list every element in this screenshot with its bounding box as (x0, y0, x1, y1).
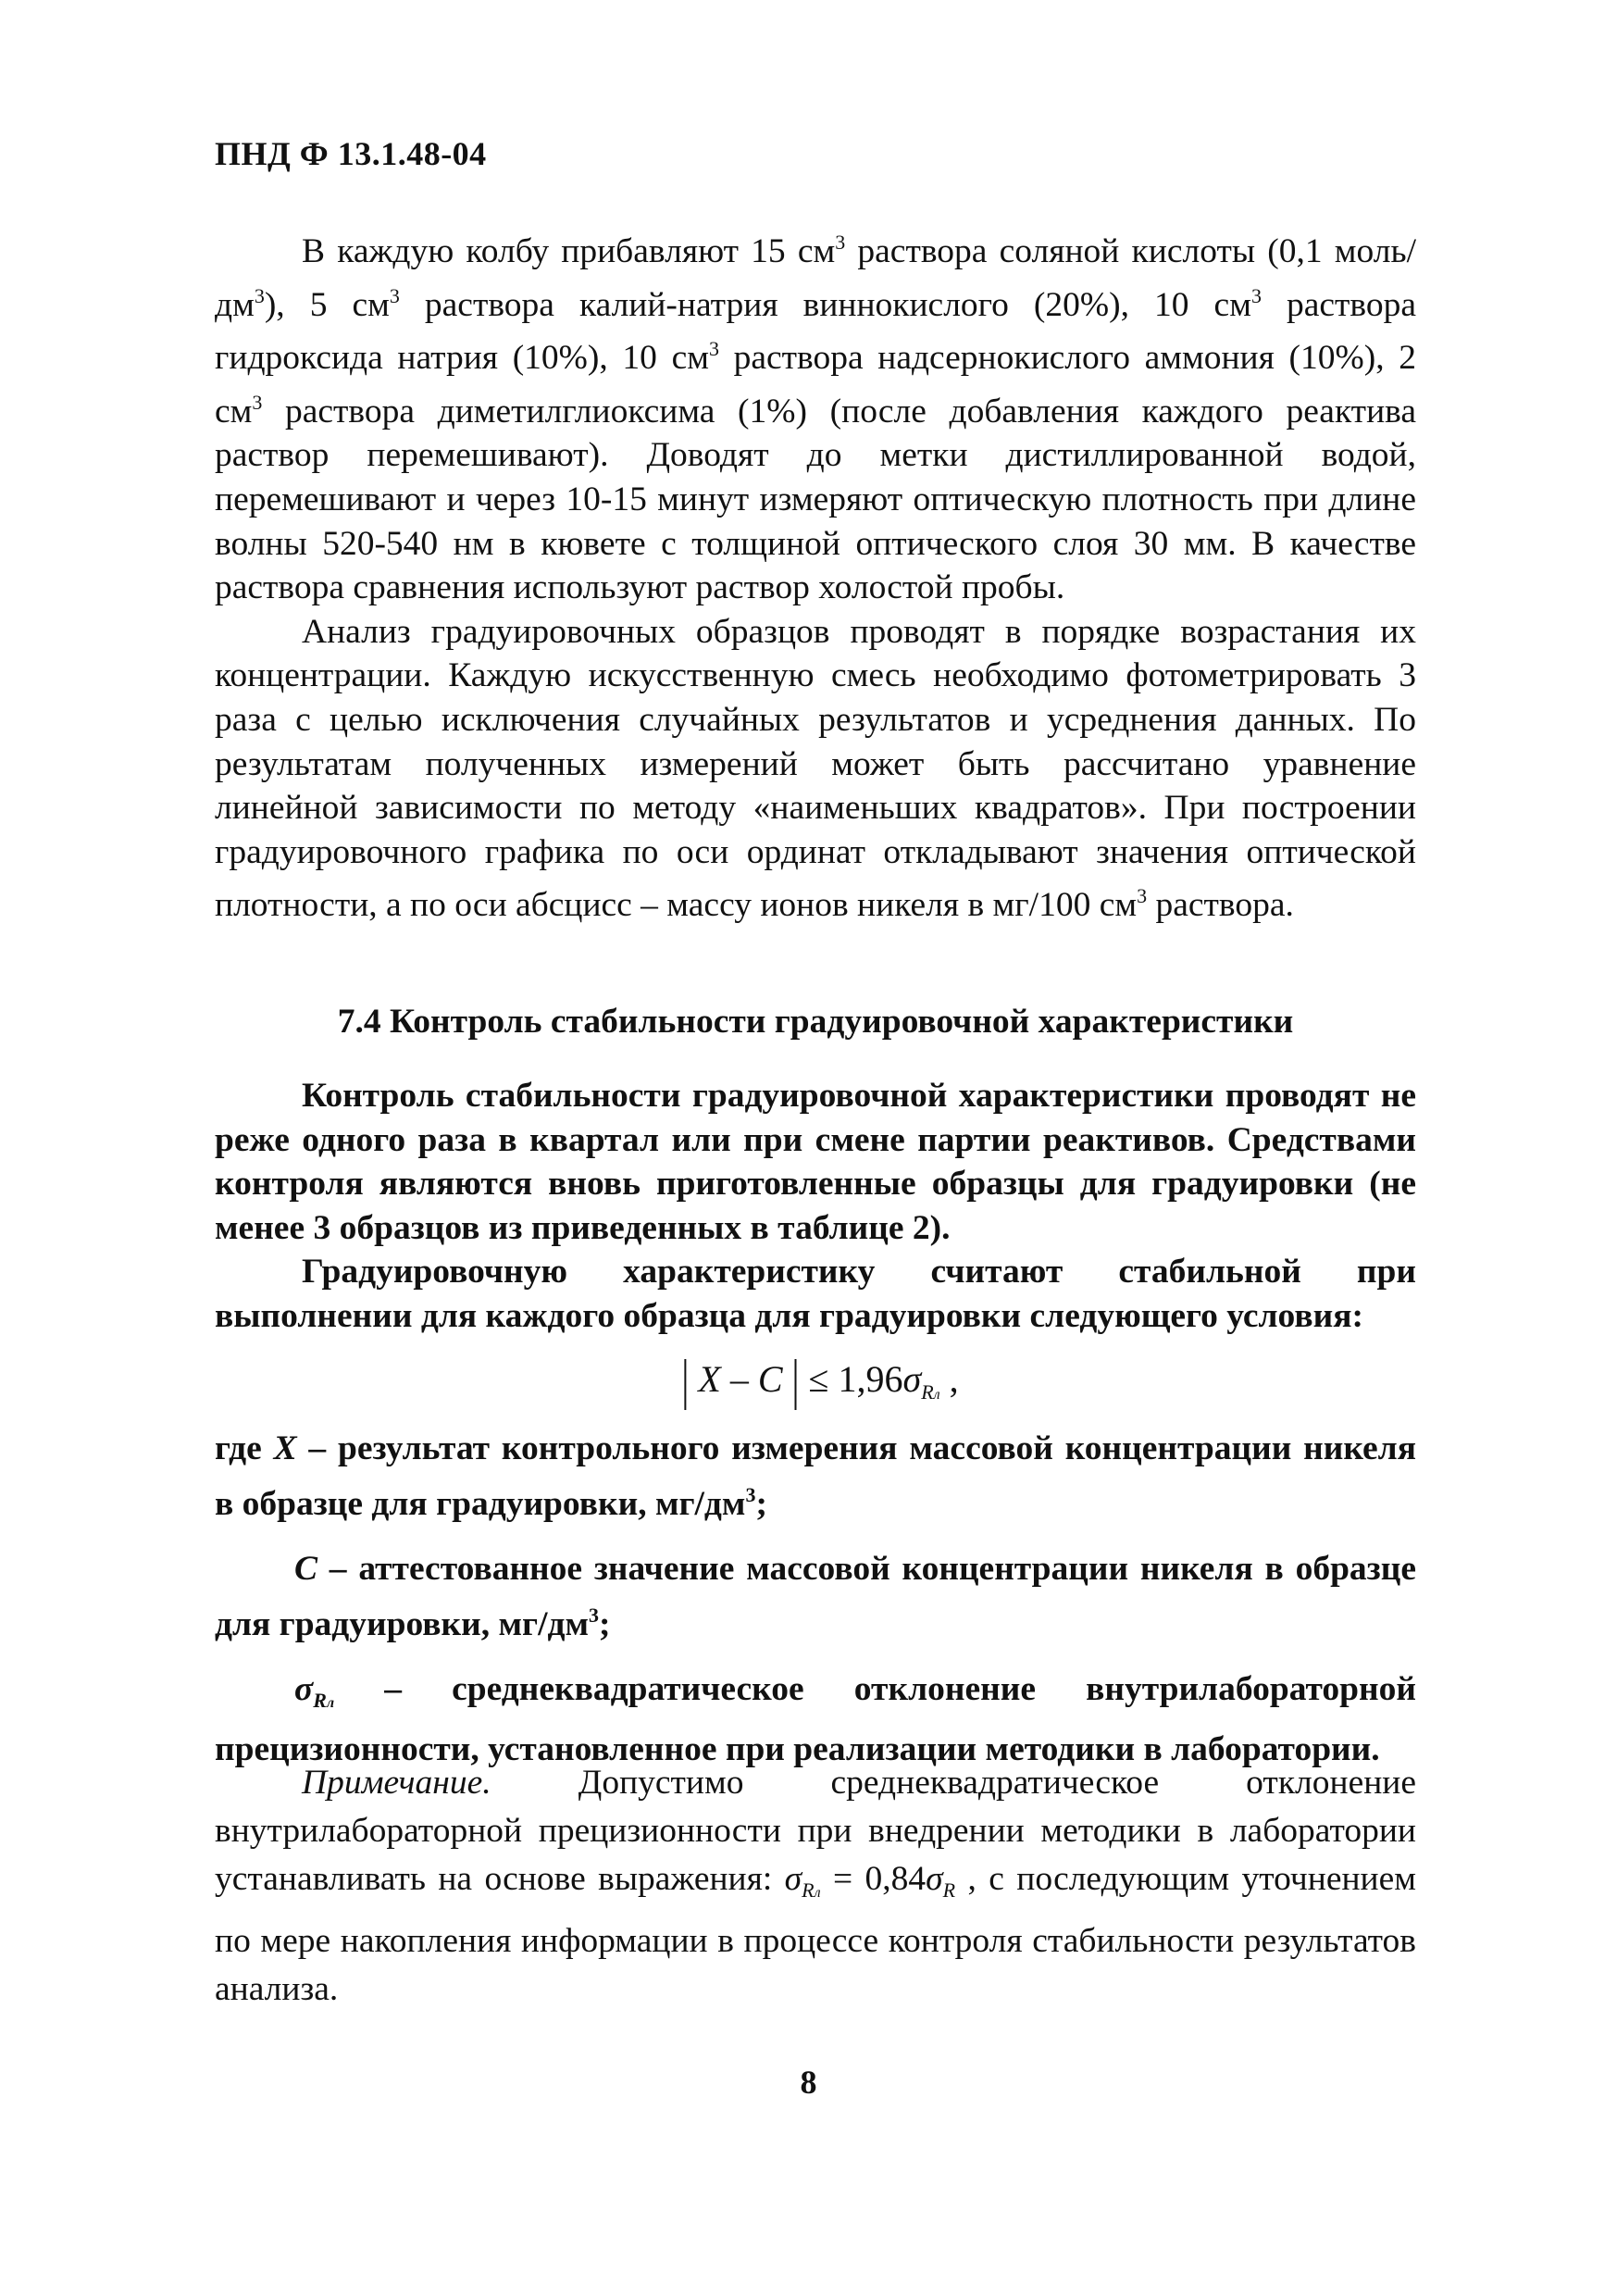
sigma-subscript (313, 1689, 334, 1712)
paragraph-condition: Градуировочную характеристику считают стабильной при выполнении для каждого образца для градуировки следующего условия: (215, 1253, 1416, 1335)
document-code: ПНД Ф 13.1.48-04 (215, 135, 487, 172)
stability-formula (215, 1347, 1416, 1411)
superscript: 3 (589, 1603, 600, 1627)
formula-tail: , (939, 1358, 959, 1400)
note-sigma-rhs: σ (926, 1860, 943, 1898)
symbol-sigma: σ (294, 1670, 314, 1708)
note-lhs-subscript-r: R (802, 1878, 815, 1902)
superscript: 3 (1250, 283, 1262, 307)
formula-x: X (698, 1358, 721, 1400)
note-paragraph (215, 1759, 1416, 2014)
definition-x (215, 1426, 1416, 1528)
text-segment: ; (755, 1485, 767, 1523)
formula-sigma: σ (902, 1358, 922, 1400)
section-text (215, 1074, 1416, 1339)
superscript: 3 (1137, 884, 1148, 908)
text-segment: раствора надсернокислого аммония (10%), 2 см (215, 339, 1416, 430)
abs-bar-left: | (681, 1347, 690, 1411)
text-segment: где (215, 1429, 274, 1467)
symbol-c: C (294, 1550, 318, 1588)
superscript: 3 (745, 1483, 756, 1506)
section-heading: 7.4 Контроль стабильности градуировочной характеристики (337, 1003, 1294, 1041)
definitions-block (215, 1426, 1416, 1773)
paragraph-analysis (215, 610, 1416, 928)
note-lhs-subscript (802, 1878, 820, 1902)
formula-c: C (757, 1358, 783, 1400)
superscript: 3 (252, 390, 263, 414)
text-segment: Анализ градуировочных образцов проводят в порядке возрастания их концентрации. Каждую искусственную смесь необходимо фотометрировать 3 раза с целью исключения случайных результатов и усреднения данных. По результатам полученных измерений может быть рассчитано уравнение линейной зависимости по методу «наименьших квадратов». При построении градуировочного графика по оси ординат откладывают значения оптической плотности, а по оси абсцисс – массу ионов никеля в мг/100 см (215, 612, 1416, 925)
text-segment: раствора диметилглиоксима (1%) (после добавления каждого реактива раствор перемешивают). Доводят до метки дистиллированной водой, перемешивают и через 10-15 минут измеряют оптическую плотность при длине волны 520-540 нм в кювете с толщиной оптического слоя 30 мм. В качестве раствора сравнения используют раствор холостой пробы. (215, 392, 1416, 607)
text-segment: раствора гидроксида натрия (10%), 10 см (215, 285, 1416, 378)
text-segment: ; (599, 1605, 611, 1643)
sigma-subscript-l: л (326, 1695, 335, 1711)
formula-minus: – (720, 1358, 758, 1400)
note-sigma-lhs: σ (784, 1860, 802, 1898)
superscript: 3 (835, 231, 846, 254)
note-label: Примечание. (302, 1764, 491, 1802)
abs-bar-right: | (791, 1347, 800, 1411)
superscript: 3 (708, 337, 719, 361)
text-segment: раствора. (1147, 886, 1294, 925)
text-segment: раствора калий-натрия виннокислого (20%), 10 см (399, 285, 1251, 324)
formula-subscript-l: л (933, 1387, 940, 1403)
paragraph-control: Контроль стабильности градуировочной характеристики проводят не реже одного раза в квартал или при смене партии реактивов. Средствами контроля являются вновь приготовленные образцы для градуировки (не менее 3 образцов из приведенных в таблице 2). (215, 1077, 1416, 1247)
paragraph-reagents (215, 220, 1416, 610)
method-procedure-text (215, 220, 1416, 928)
superscript: 3 (254, 283, 265, 307)
text-segment: ), 5 см (264, 285, 390, 324)
formula-subscript-r: R (921, 1380, 934, 1404)
definition-c (215, 1546, 1416, 1648)
text-segment: В каждую колбу прибавляют 15 см (302, 232, 836, 270)
note-equation-mid: = 0,84 (820, 1860, 927, 1898)
text-segment: – среднеквадратическое отклонение внутрилабораторной прецизионности, установленное при реализации методики в лаборатории. (215, 1670, 1416, 1768)
text-segment: – результат контрольного измерения массовой концентрации никеля в образце для градуировки, мг/дм (215, 1429, 1416, 1523)
text-segment: – аттестованное значение массовой концентрации никеля в образце для градуировки, мг/дм (215, 1550, 1416, 1643)
symbol-x: X (273, 1429, 297, 1467)
note-lhs-subscript-l: л (814, 1885, 821, 1901)
formula-rhs: ≤ 1,96 (808, 1358, 903, 1400)
text-segment: раствора соляной кислоты (0,1 моль/дм (215, 232, 1416, 324)
page-number: 8 (800, 2064, 817, 2101)
note-rhs-subscript: R (942, 1878, 956, 1902)
text-segment: , с последующим уточнением по мере накопления информации в процессе контроля стабильности результатов анализа. (215, 1860, 1416, 2008)
sigma-subscript-r: R (313, 1689, 327, 1712)
definition-sigma (215, 1666, 1416, 1773)
formula-subscript (921, 1380, 939, 1404)
superscript: 3 (389, 283, 400, 307)
text-segment: Допустимо среднеквадратическое отклонение внутрилабораторной прецизионности при внедрении методики в лаборатории устанавливать на основе выражения: (215, 1764, 1416, 1898)
note-block (215, 1759, 1416, 2014)
